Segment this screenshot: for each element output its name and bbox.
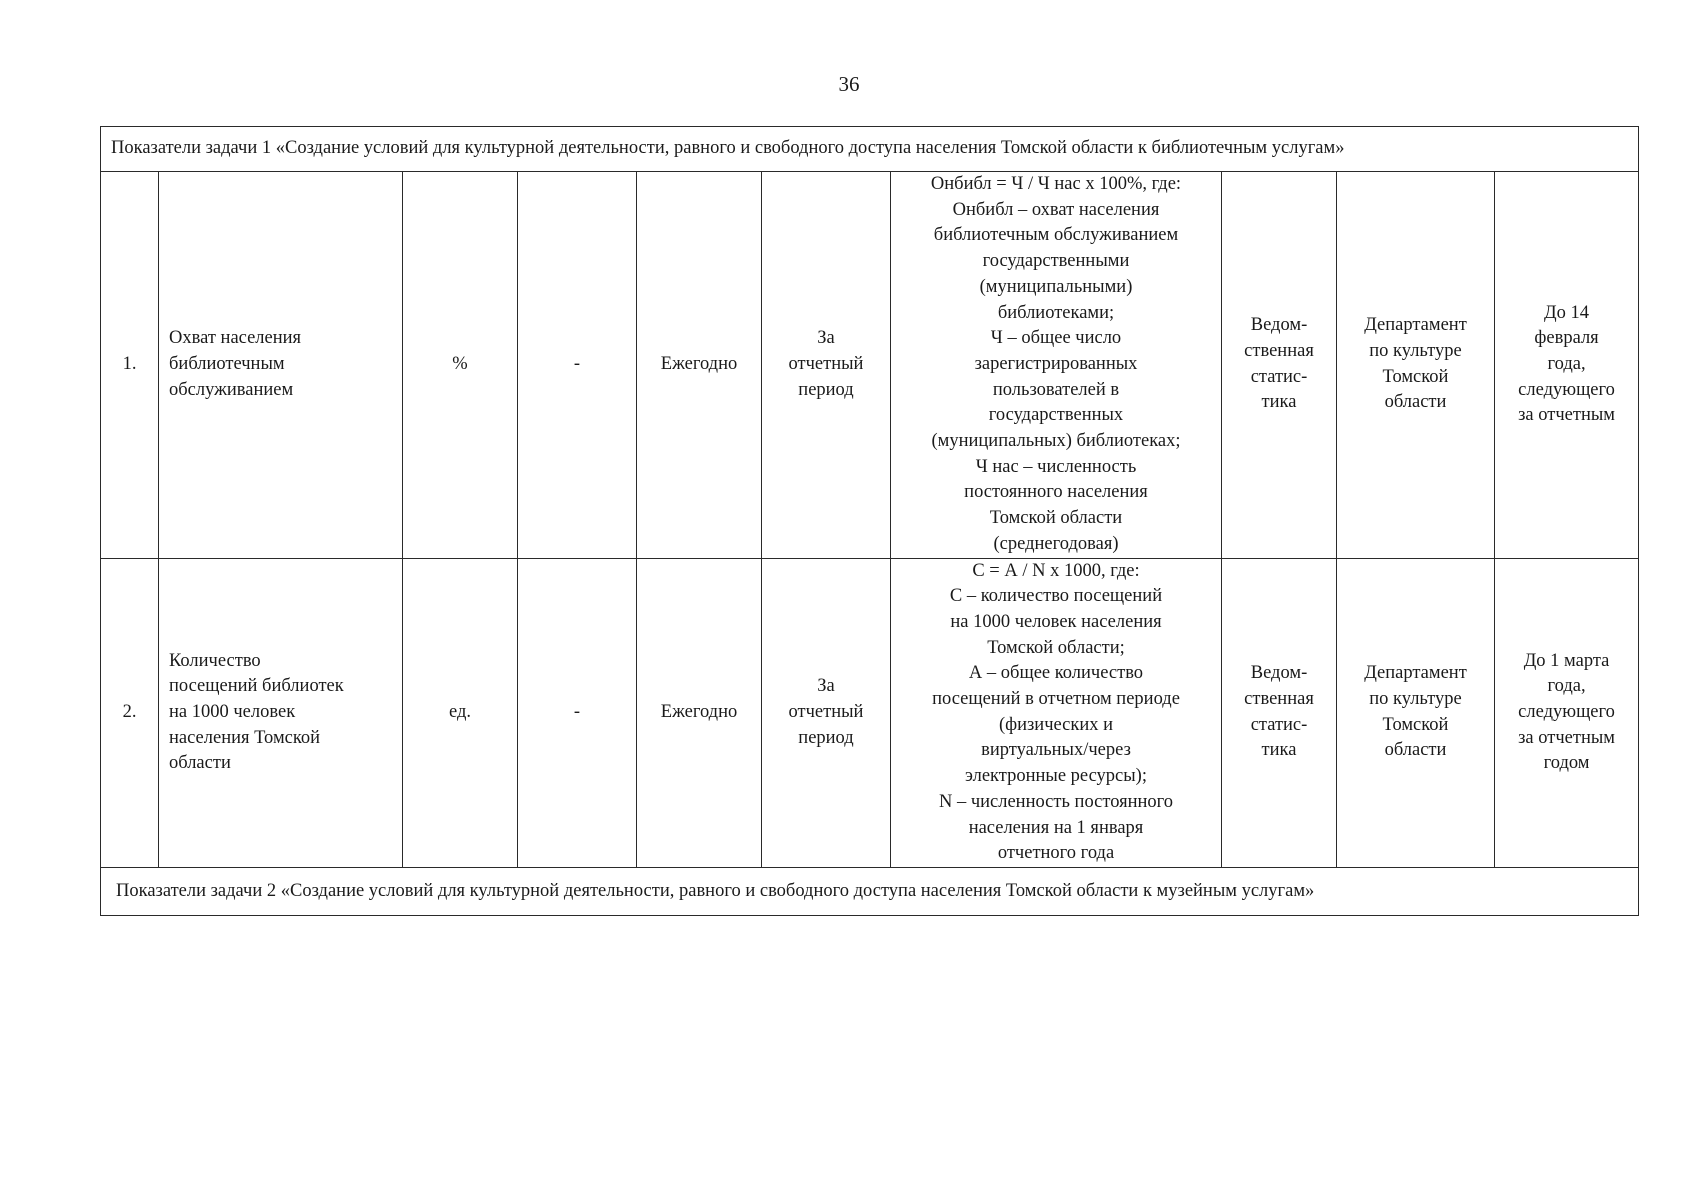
text-line: Ч – общее число — [990, 328, 1122, 349]
text-line: области — [1384, 392, 1447, 413]
section-2-row — [101, 867, 1639, 915]
text-line: Томской области; — [987, 637, 1125, 658]
text-line: года, — [1547, 676, 1586, 697]
responsible-cell — [1337, 172, 1495, 559]
text-line: (физических и — [998, 714, 1114, 735]
row-number: 2. — [101, 558, 159, 867]
dynamics-cell: - — [518, 558, 637, 867]
text-line: А – общее количество — [968, 663, 1144, 684]
text-line: отчетный — [788, 353, 864, 374]
text-line: электронные ресурсы); — [964, 766, 1147, 787]
text-line: библиотечным обслуживанием — [933, 225, 1179, 246]
section-1-row — [101, 127, 1639, 172]
text-line: период — [798, 379, 854, 400]
period-cell — [762, 558, 891, 867]
text-line: С – количество посещений — [949, 586, 1163, 607]
text-line: Онбибл = Ч / Ч нас х 100%, где: — [930, 174, 1182, 194]
text-line: населения на 1 января — [968, 817, 1144, 838]
unit-cell: % — [403, 172, 518, 559]
section-1-title: Показатели задачи 1 «Создание условий для культурной деятельности, равного и свободного доступа населения Томской области к библиотечным услугам» — [101, 127, 1639, 172]
table-row — [101, 558, 1639, 867]
text-line: на 1000 человек — [169, 701, 296, 722]
frequency-cell: Ежегодно — [637, 558, 762, 867]
text-line: посещений в отчетном периоде — [932, 689, 1180, 710]
text-line: библиотечным — [169, 353, 285, 374]
table-row — [101, 172, 1639, 559]
text-line: Количество — [169, 650, 261, 671]
text-line: ственная — [1244, 689, 1314, 710]
text-line: февраля — [1534, 328, 1599, 349]
text-line: пользователей в — [992, 379, 1120, 400]
text-line: библиотеками; — [997, 302, 1115, 323]
page-number: 36 — [838, 72, 860, 96]
text-line: отчетный — [788, 701, 864, 722]
text-line: статис- — [1250, 714, 1308, 735]
text-line: постоянного населения — [964, 482, 1148, 503]
text-line: тика — [1261, 392, 1297, 413]
text-line: Ч нас – численность — [975, 456, 1137, 477]
text-line: населения Томской — [169, 727, 321, 748]
text-line: Томской — [1382, 714, 1449, 735]
text-line: следующего — [1518, 379, 1615, 400]
row-number: 1. — [101, 172, 159, 559]
indicators-table — [100, 126, 1639, 916]
text-line: следующего — [1518, 701, 1615, 722]
text-line: (муниципальных) библиотеках; — [931, 431, 1181, 452]
dynamics-cell: - — [518, 172, 637, 559]
text-line: тика — [1261, 740, 1297, 761]
text-line: статис- — [1250, 366, 1308, 387]
section-2-title: Показатели задачи 2 «Создание условий для культурной деятельности, равного и свободного доступа населения Томской области к музейным услугам» — [101, 867, 1639, 915]
text-line: Охват населения — [169, 328, 302, 349]
text-line: (среднегодовая) — [993, 533, 1119, 554]
text-line: на 1000 человек населения — [950, 611, 1162, 632]
text-line: (муниципальными) — [979, 276, 1133, 297]
text-line: За — [817, 328, 835, 349]
text-line: Онбибл – охват населения — [952, 199, 1160, 220]
text-line: годом — [1543, 753, 1590, 774]
text-line: государственных — [988, 405, 1124, 426]
text-line: За — [817, 676, 835, 697]
text-line: по культуре — [1369, 689, 1462, 710]
unit-cell: ед. — [403, 558, 518, 867]
text-line: отчетного года — [997, 843, 1115, 864]
text-line: период — [798, 727, 854, 748]
text-line: посещений библиотек — [169, 676, 344, 697]
text-line: С = А / N х 1000, где: — [972, 560, 1140, 581]
text-line: До 14 — [1544, 302, 1590, 323]
text-line: виртуальных/через — [981, 740, 1131, 761]
text-line: зарегистрированных — [974, 353, 1138, 374]
text-line: Ведом- — [1250, 663, 1308, 684]
period-cell — [762, 172, 891, 559]
text-line: Ведом- — [1250, 315, 1308, 336]
data-source-cell — [1222, 558, 1337, 867]
text-line: ственная — [1244, 341, 1314, 362]
text-line: Департамент — [1364, 315, 1467, 336]
deadline-cell — [1495, 558, 1639, 867]
deadline-cell — [1495, 172, 1639, 559]
text-line: по культуре — [1369, 341, 1462, 362]
responsible-cell — [1337, 558, 1495, 867]
text-line: области — [1384, 740, 1447, 761]
text-line: Томской — [1382, 366, 1449, 387]
frequency-cell: Ежегодно — [637, 172, 762, 559]
text-line: государственными — [982, 251, 1130, 272]
text-line: за отчетным — [1518, 727, 1615, 748]
data-source-cell — [1222, 172, 1337, 559]
text-line: года, — [1547, 353, 1586, 374]
text-line: обслуживанием — [169, 379, 294, 400]
indicator-name — [159, 172, 403, 559]
text-line: за отчетным — [1518, 405, 1615, 426]
text-line: N – численность постоянного — [938, 791, 1174, 812]
text-line: До 1 марта — [1523, 650, 1610, 671]
text-line: Департамент — [1364, 663, 1467, 684]
text-line: области — [169, 753, 231, 774]
indicator-name — [159, 558, 403, 867]
text-line: Томской области — [989, 508, 1123, 529]
calculation-method-cell — [891, 558, 1222, 867]
calculation-method-cell — [891, 172, 1222, 559]
